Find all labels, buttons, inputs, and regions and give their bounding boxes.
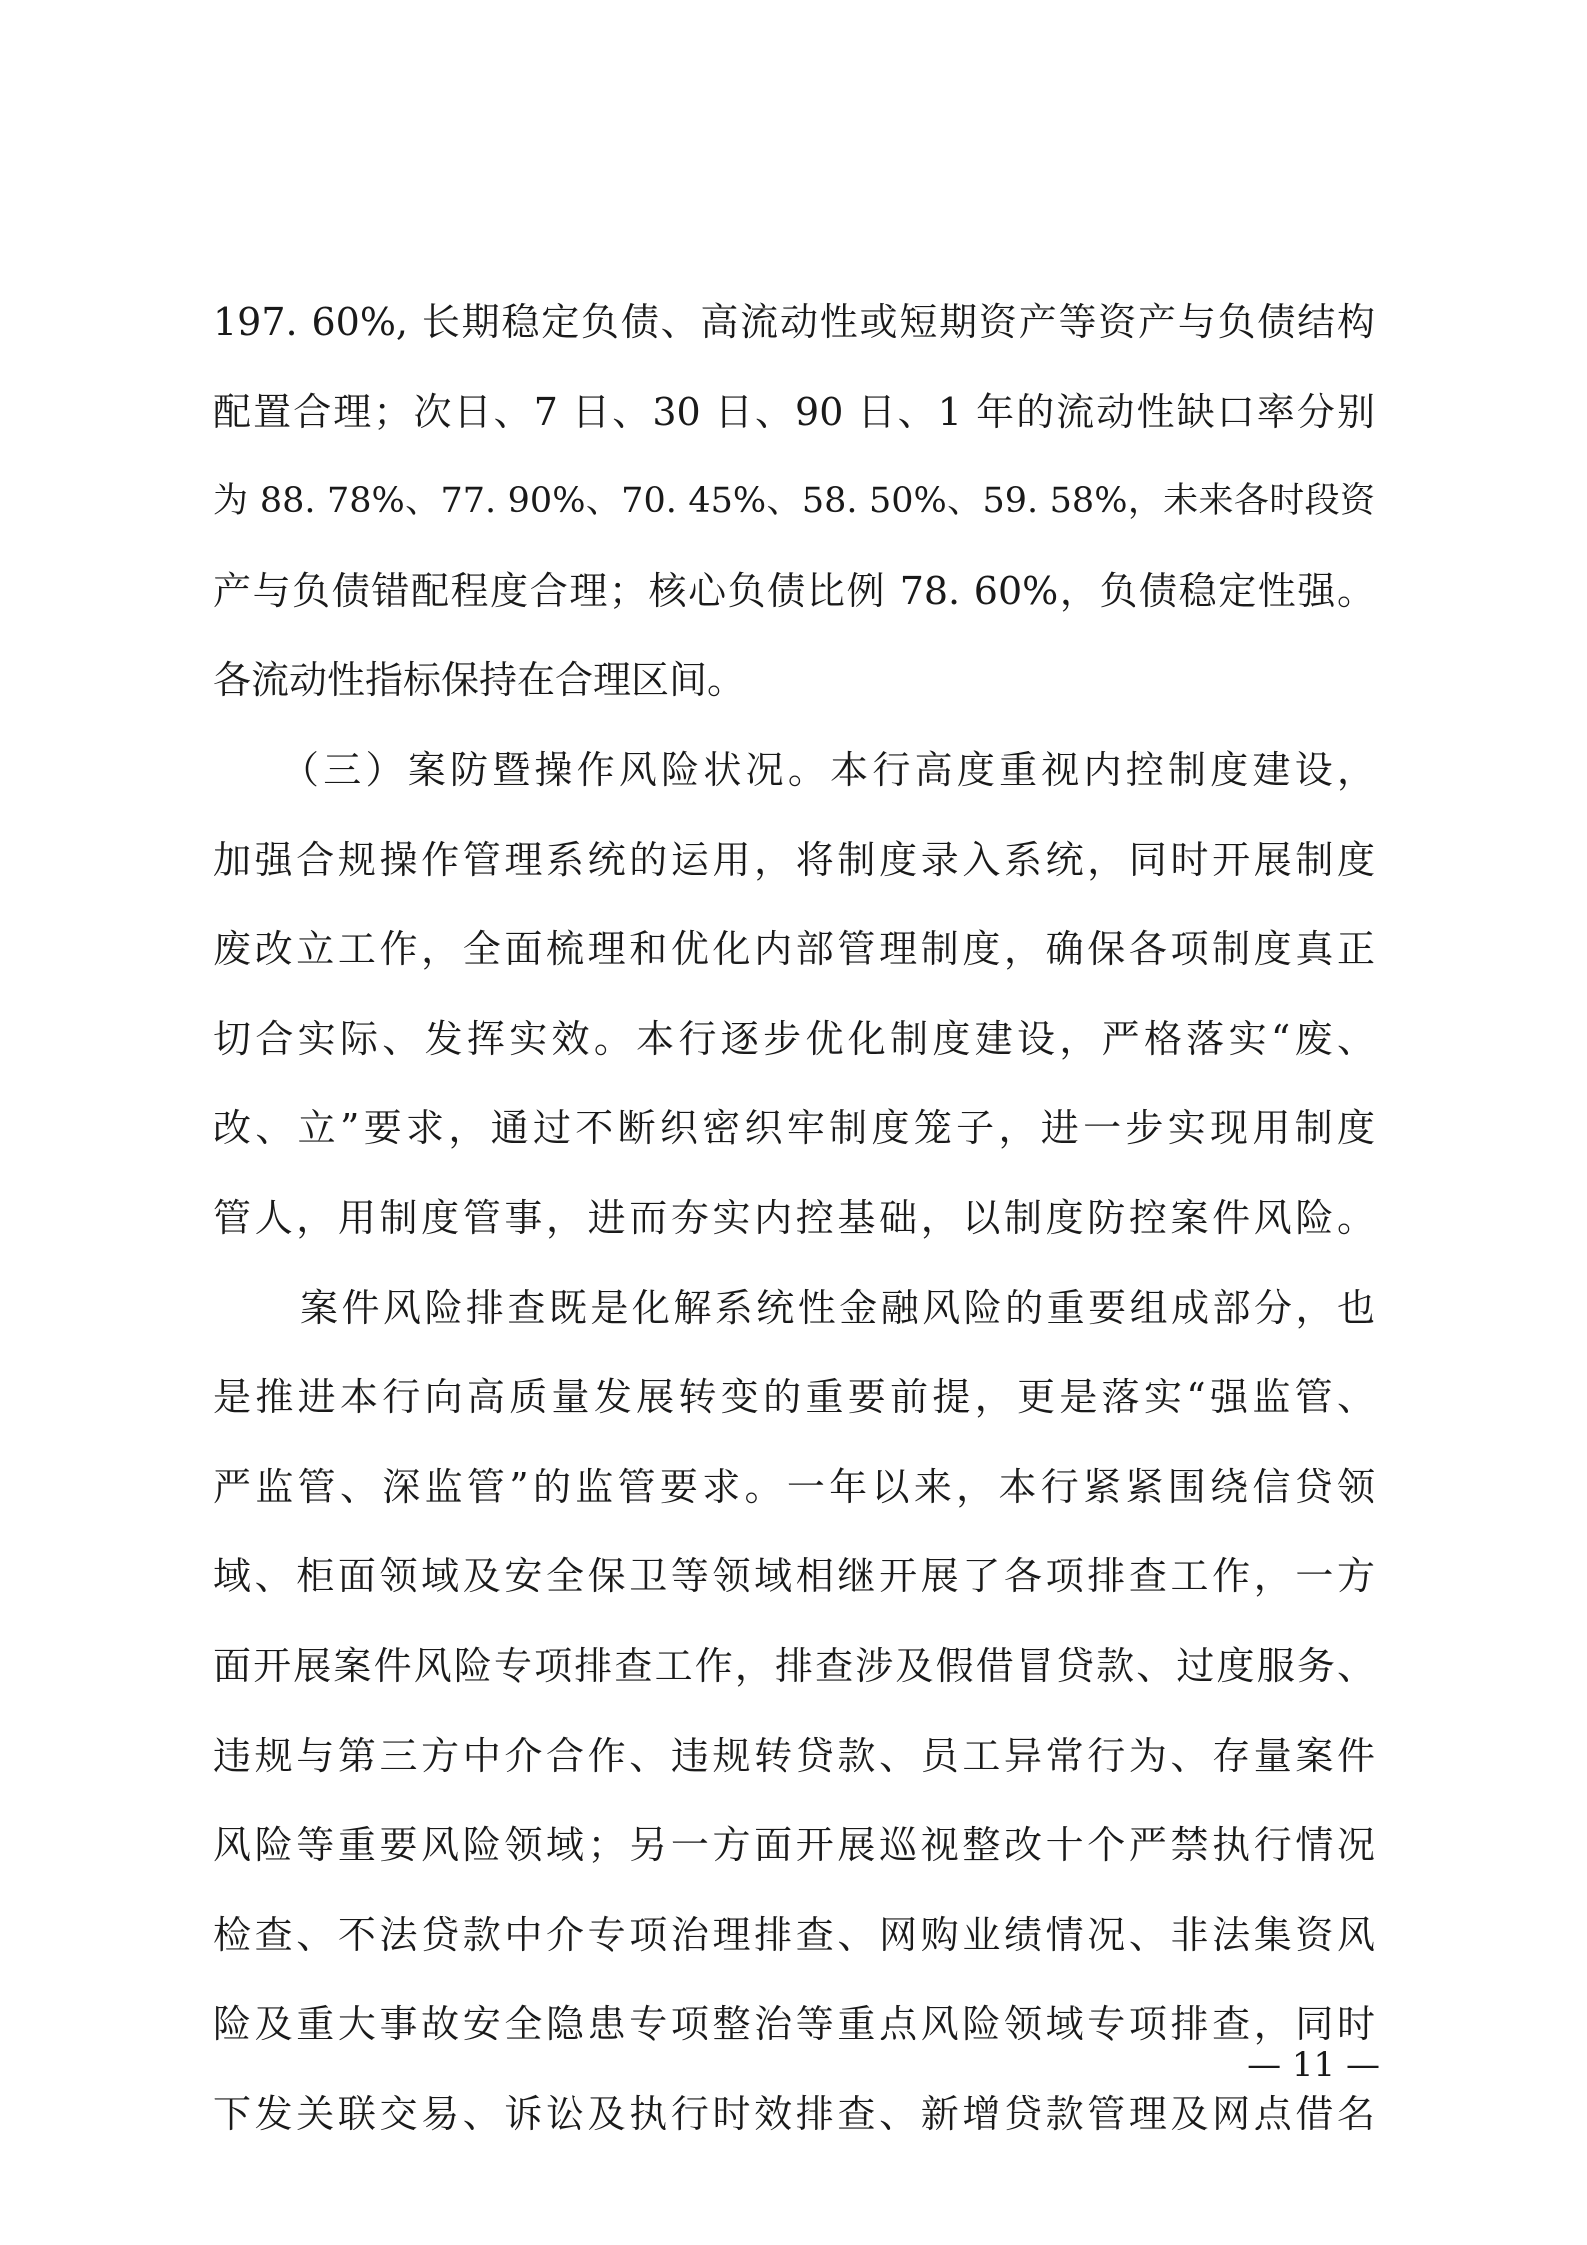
text-line-20: 险及重大事故安全隐患专项整治等重点风险领域专项排查，同时 [213,2002,1375,2047]
text-line-2: 配置合理；次日、7 日、30 日、90 日、1 年的流动性缺口率分别 [213,389,1375,434]
text-line-18: 风险等重要风险领域；另一方面开展巡视整改十个严禁执行情况 [213,1823,1375,1868]
text-line-5: 各流动性指标保持在合理区间。 [213,658,746,703]
text-line-13: 是推进本行向高质量发展转变的重要前提，更是落实“强监管、 [213,1375,1375,1420]
body-text [213,278,1375,2159]
page-number: — 11 — [1247,2045,1380,2085]
text-line-21: 下发关联交易、诉讼及执行时效排查、新增贷款管理及网点借名 [213,2091,1375,2136]
text-line-1: 197. 60%, 长期稳定负债、高流动性或短期资产等资产与负债结构 [213,300,1375,344]
text-line-16: 面开展案件风险专项排查工作，排查涉及假借冒贷款、过度服务、 [213,1643,1375,1688]
text-line-3: 为 88. 78%、77. 90%、70. 45%、58. 50%、59. 58%，未来各时段资 [213,481,1375,522]
paragraph-start-line: 案件风险排查既是化解系统性金融风险的重要组成部分，也 [300,1285,1375,1330]
text-line-17: 违规与第三方中介合作、违规转贷款、员工异常行为、存量案件 [213,1733,1375,1778]
section-heading-line: （三）案防暨操作风险状况。本行高度重视内控制度建设， [281,747,1375,792]
text-line-4: 产与负债错配程度合理；核心负债比例 78. 60%，负债稳定性强。 [213,568,1375,613]
text-line-10: 改、立”要求，通过不断织密织牢制度笼子，进一步实现用制度 [213,1106,1375,1151]
text-line-19: 检查、不法贷款中介专项治理排查、网购业绩情况、非法集资风 [213,1912,1375,1957]
text-line-8: 废改立工作，全面梳理和优化内部管理制度，确保各项制度真正 [213,927,1375,972]
text-line-14: 严监管、深监管”的监管要求。一年以来，本行紧紧围绕信贷领 [213,1464,1375,1509]
text-line-9: 切合实际、发挥实效。本行逐步优化制度建设，严格落实“废、 [213,1016,1375,1061]
text-line-11: 管人，用制度管事，进而夯实内控基础，以制度防控案件风险。 [213,1195,1375,1240]
text-line-15: 域、柜面领域及安全保卫等领域相继开展了各项排查工作，一方 [213,1554,1375,1599]
text-line-7: 加强合规操作管理系统的运用，将制度录入系统，同时开展制度 [213,837,1375,882]
